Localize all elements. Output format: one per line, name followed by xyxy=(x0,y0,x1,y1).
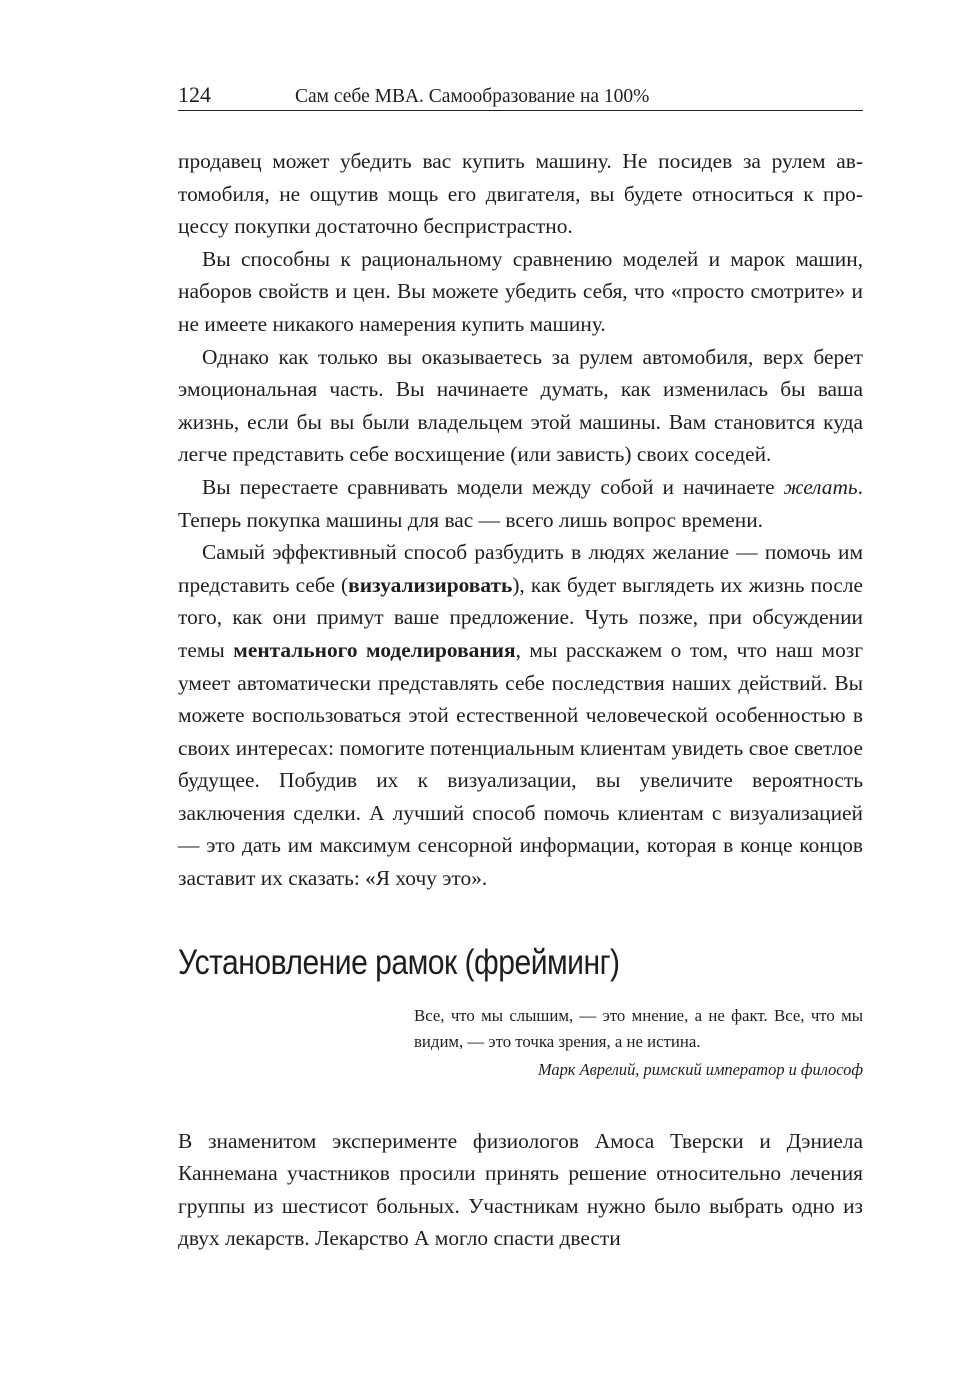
paragraph-5-text-1: Самый эффективный способ разбудить в людях желание — помочь им представить себе ( xyxy=(178,540,863,597)
paragraph-5-text-2: ), как будет выглядеть их жизнь после того, как они примут ваше предложение. Чуть позже, при обсуждении темы xyxy=(178,572,864,662)
epigraph-author: Марк Аврелий, римский император и философ xyxy=(538,1059,863,1079)
section-heading: Установление рамок (фрейминг) xyxy=(178,942,620,982)
section-paragraph-1: В знаменитом эксперименте физиологов Амоса Тверски и Дэниела Каннемана участников просили принять решение относительно лечения группы из шестисот больных. Участникам нужно было выбрать одно из двух лекарств. Лекарство А могло спасти двести xyxy=(178,1128,863,1251)
paragraph-4-text-start: Вы перестаете сравнивать модели между собой и начинаете xyxy=(202,474,784,499)
page-number: 124 xyxy=(178,82,211,107)
paragraph-5-text-3: , мы расскажем о том, что наш мозг умеет автоматически представлять себе последствия наших действий. Вы можете воспользоваться этой естественной человеческой особенностью в своих интересах: помогите потенциальным клиентам увидеть свое светлое будущее. Побудив их к визуализации, вы увеличите вероятность заключения сделки. А лучший способ помочь клиентам с визуализацией — это дать им максимум сенсорной информации, которая в конце концов заставит их сказать: «Я хочу это». xyxy=(178,637,863,891)
paragraph-4 xyxy=(178,471,863,536)
main-text xyxy=(178,145,863,895)
paragraph-2: Вы способны к рациональному сравнению моделей и марок машин, наборов свойств и цен. Вы можете убедить себя, что «просто смотрите» и не имеете никакого намерения купить машину. xyxy=(178,246,863,336)
term-mental-modeling: ментального моделирования xyxy=(233,637,516,662)
emphasis-want: желать xyxy=(783,474,858,499)
paragraph-4-text-end: . Теперь покупка машины для вас — всего лишь вопрос времени. xyxy=(178,474,863,532)
term-visualize: визуализировать xyxy=(348,572,513,597)
paragraph-5 xyxy=(178,536,863,895)
paragraph-3: Однако как только вы оказываетесь за рулем автомобиля, верх берет эмоциональная часть. Вы начинаете думать, как изменилась бы ваша жизнь, если бы вы были владельцем этой машины. Вам становится куда легче представить себе восхищение (или зависть) своих соседей. xyxy=(178,344,863,467)
epigraph xyxy=(414,1003,863,1081)
book-page xyxy=(178,80,863,1255)
epigraph-quote: Все, что мы слышим, — это мнение, а не факт. Все, что мы видим, — это точка зрения, а не истина. xyxy=(414,1005,863,1051)
running-header xyxy=(178,80,863,111)
section-text xyxy=(178,1125,863,1255)
book-title: Сам себе MBA. Самообразование на 100% xyxy=(295,86,650,107)
paragraph-1: продавец может убедить вас купить машину. Не посидев за рулем автомобиля, не ощутив мощь его двигателя, вы будете относиться к процессу покупки достаточно беспристрастно. xyxy=(178,149,863,239)
